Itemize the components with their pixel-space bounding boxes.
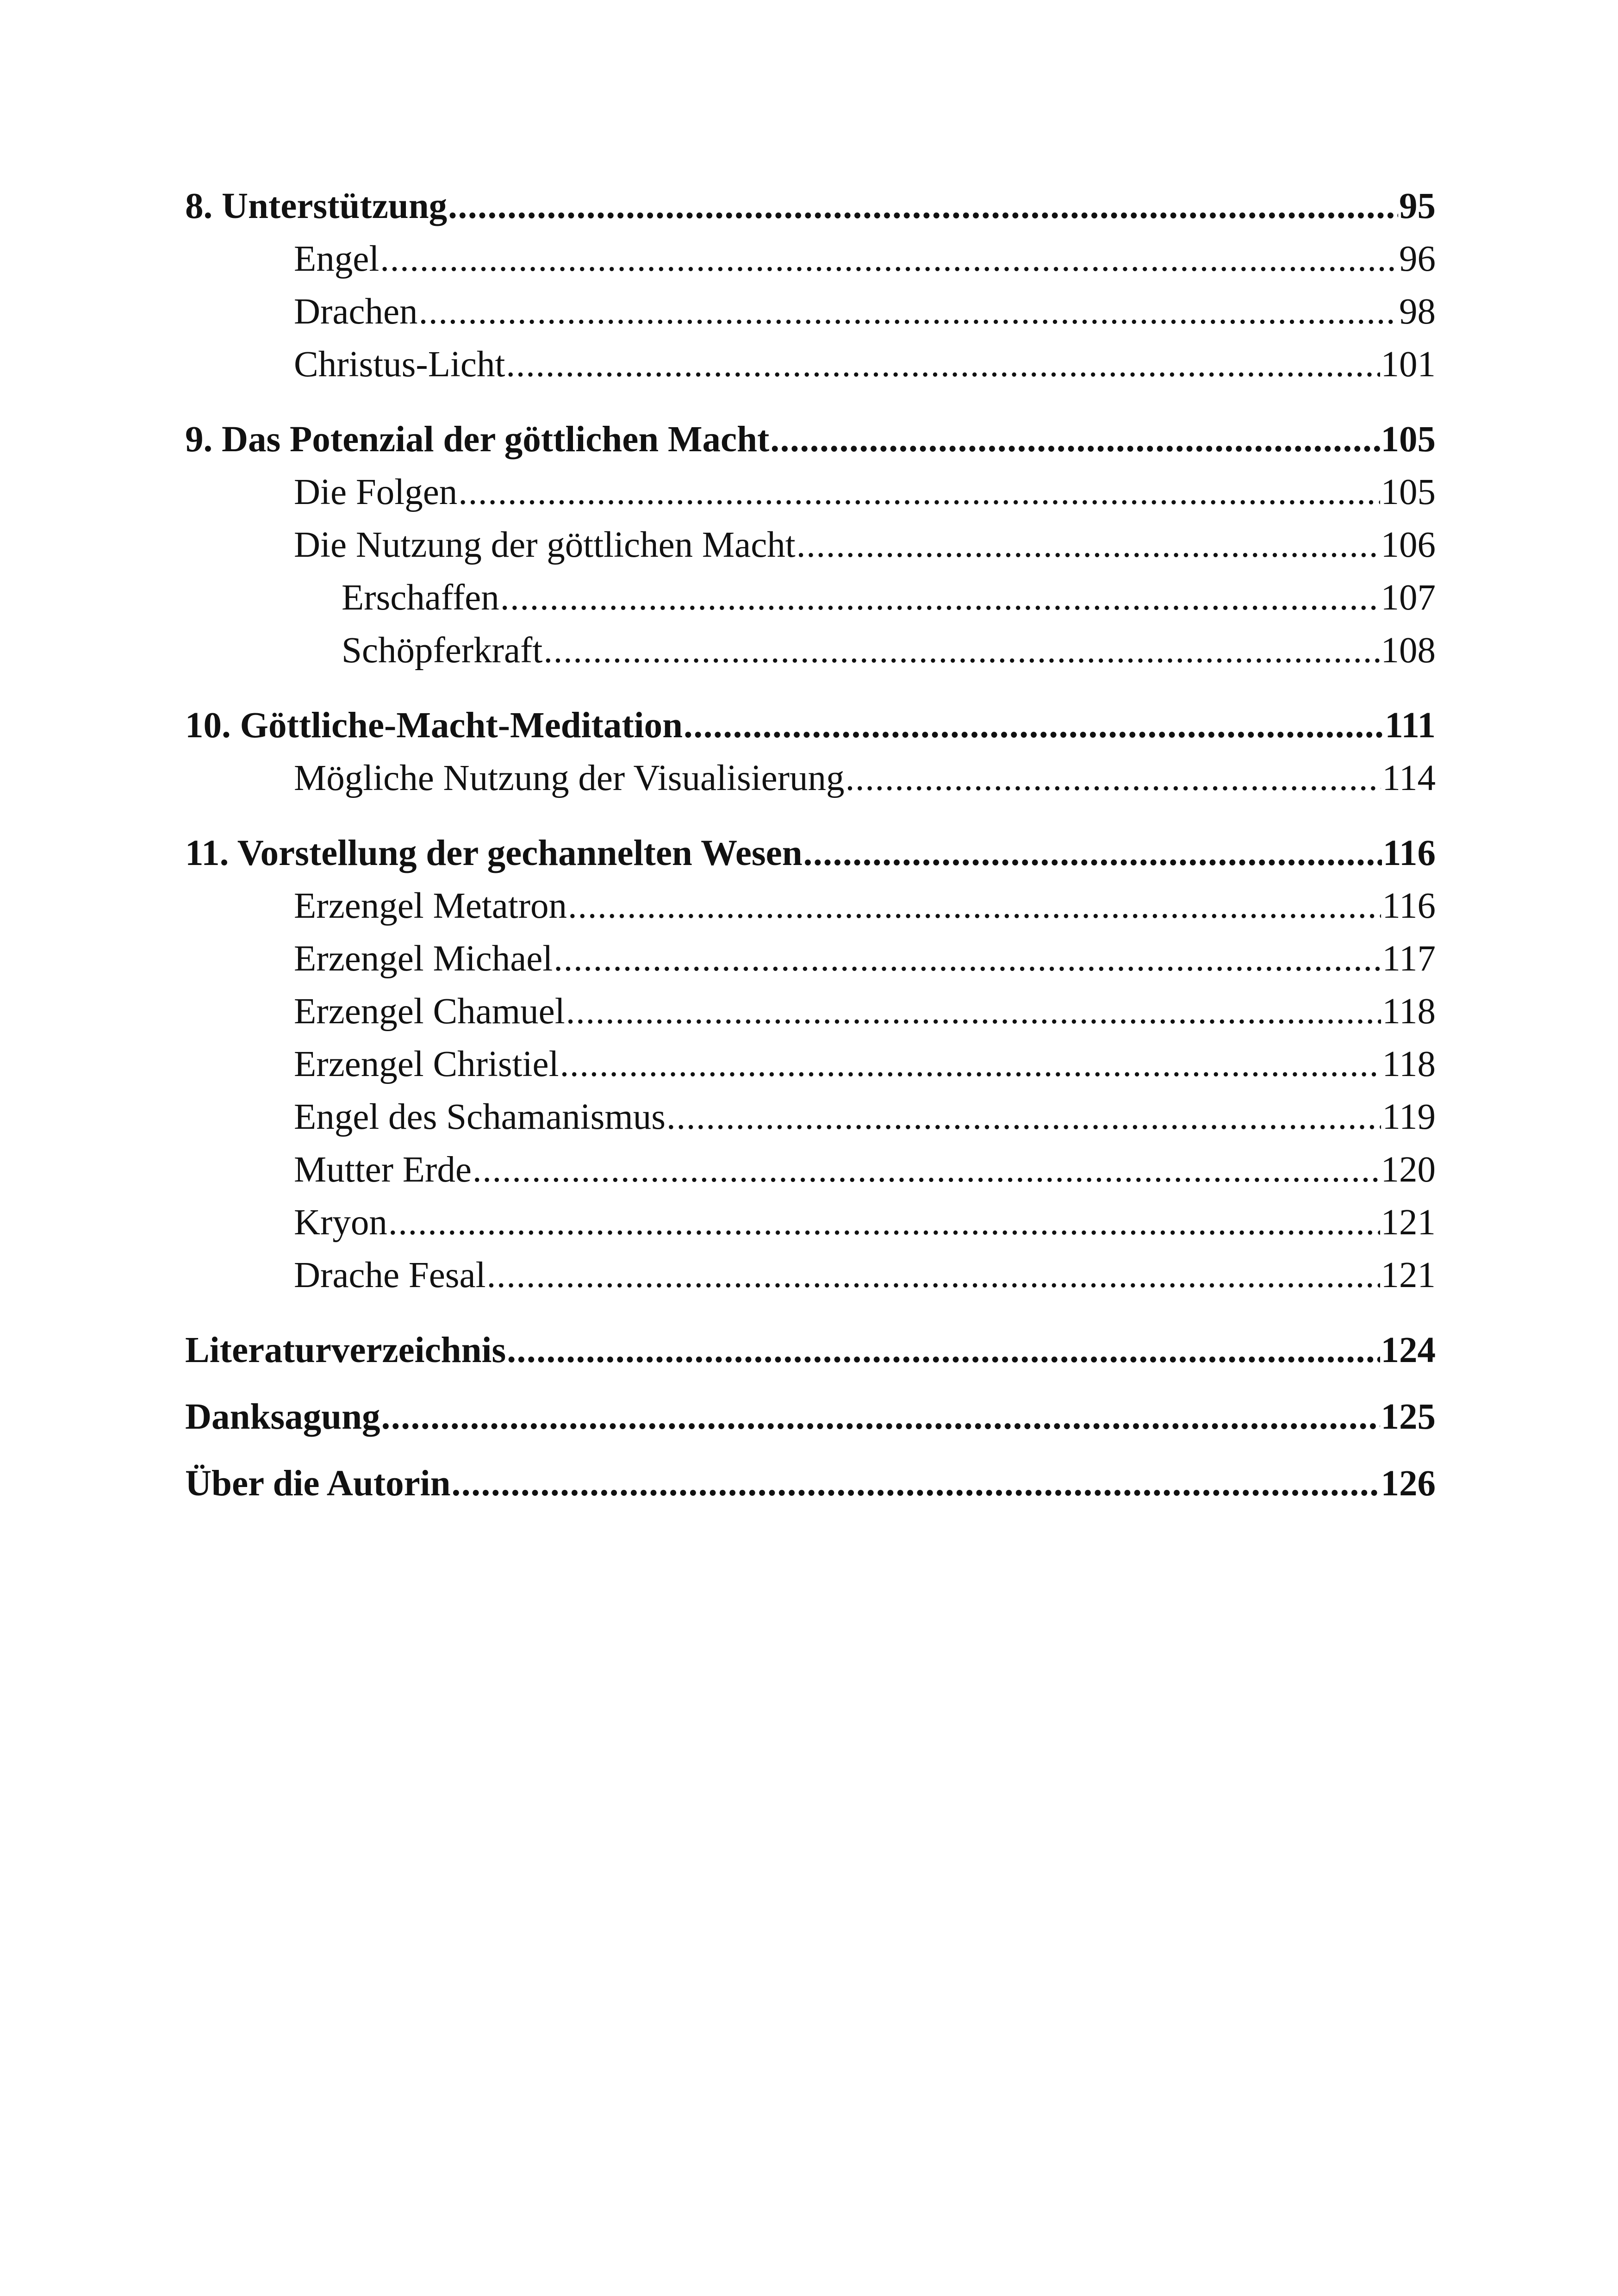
toc-entry-label: Christus-Licht — [294, 344, 505, 385]
dot-leader — [560, 1046, 1382, 1083]
toc-entry-label: Erzengel Chamuel — [294, 991, 565, 1032]
toc-entry-label: Drache Fesal — [294, 1255, 486, 1295]
dot-leader — [487, 1257, 1380, 1294]
toc-entry-page: 105 — [1381, 472, 1436, 512]
toc-entry-label: Engel des Schamanismus — [294, 1096, 666, 1137]
toc-entry-label: Erzengel Metatron — [294, 885, 567, 926]
toc-entry[interactable] — [185, 571, 1436, 624]
toc-entry-page: 118 — [1382, 1044, 1436, 1084]
dot-leader — [797, 527, 1380, 563]
toc-entry-page: 114 — [1382, 758, 1436, 798]
toc-entry-label: Die Nutzung der göttlichen Macht — [294, 524, 796, 565]
toc-entry-page: 96 — [1399, 238, 1436, 279]
toc-entry-label: 10. Göttliche-Macht-Meditation — [185, 705, 683, 746]
toc-entry-page: 119 — [1382, 1096, 1436, 1137]
table-of-contents — [185, 180, 1436, 1510]
dot-leader — [388, 1204, 1380, 1241]
toc-entry-page: 116 — [1382, 885, 1436, 926]
dot-leader — [770, 421, 1380, 458]
dot-leader — [666, 1099, 1381, 1135]
toc-entry-page: 125 — [1381, 1396, 1436, 1437]
toc-entry-label: Literaturverzeichnis — [185, 1330, 506, 1370]
toc-entry-bibliography[interactable] — [185, 1324, 1436, 1376]
toc-entry[interactable] — [185, 932, 1436, 985]
toc-entry[interactable] — [185, 1249, 1436, 1301]
toc-entry-label: Die Folgen — [294, 472, 458, 512]
toc-entry-chapter-11[interactable] — [185, 827, 1436, 879]
toc-entry-page: 107 — [1381, 577, 1436, 618]
toc-entry-page: 121 — [1381, 1202, 1436, 1243]
dot-leader — [684, 707, 1384, 744]
toc-entry[interactable] — [185, 1196, 1436, 1249]
toc-entry-label: Erzengel Christiel — [294, 1044, 559, 1084]
dot-leader — [846, 760, 1382, 796]
dot-leader — [803, 835, 1382, 871]
dot-leader — [458, 474, 1380, 510]
toc-entry-acknowledgements[interactable] — [185, 1390, 1436, 1443]
toc-entry[interactable] — [185, 466, 1436, 518]
toc-entry[interactable] — [185, 1143, 1436, 1196]
toc-entry-chapter-9[interactable] — [185, 413, 1436, 466]
toc-entry[interactable] — [185, 752, 1436, 804]
toc-entry-page: 118 — [1382, 991, 1436, 1032]
toc-entry-label: Danksagung — [185, 1396, 380, 1437]
toc-entry-label: Engel — [294, 238, 380, 279]
toc-entry-label: Schöpferkraft — [342, 630, 543, 671]
toc-entry-label: Mutter Erde — [294, 1149, 472, 1190]
toc-entry-page: 95 — [1399, 186, 1436, 226]
dot-leader — [380, 241, 1398, 277]
toc-entry-page: 121 — [1381, 1255, 1436, 1295]
toc-entry-label: 8. Unterstützung — [185, 186, 448, 226]
dot-leader — [506, 346, 1380, 383]
toc-entry-chapter-10[interactable] — [185, 699, 1436, 752]
dot-leader — [568, 888, 1381, 924]
toc-entry[interactable] — [185, 624, 1436, 677]
toc-entry-label: Erschaffen — [342, 577, 499, 618]
toc-entry-page: 126 — [1381, 1463, 1436, 1504]
toc-entry-label: Mögliche Nutzung der Visualisierung — [294, 758, 845, 798]
toc-entry-page: 116 — [1382, 833, 1436, 873]
toc-entry-label: Kryon — [294, 1202, 387, 1243]
toc-entry-label: 9. Das Potenzial der göttlichen Macht — [185, 419, 770, 460]
toc-entry[interactable] — [185, 232, 1436, 285]
toc-entry-chapter-8[interactable] — [185, 180, 1436, 232]
toc-entry-about-author[interactable] — [185, 1457, 1436, 1510]
dot-leader — [500, 579, 1380, 616]
dot-leader — [473, 1151, 1380, 1188]
toc-entry-page: 105 — [1381, 419, 1436, 460]
toc-entry-page: 117 — [1382, 938, 1436, 979]
toc-entry-page: 124 — [1381, 1330, 1436, 1370]
dot-leader — [566, 993, 1382, 1030]
toc-entry-page: 106 — [1381, 524, 1436, 565]
toc-entry-label: 11. Vorstellung der gechannelten Wesen — [185, 833, 803, 873]
toc-entry[interactable] — [185, 518, 1436, 571]
toc-entry[interactable] — [185, 879, 1436, 932]
toc-entry[interactable] — [185, 285, 1436, 338]
toc-entry[interactable] — [185, 1090, 1436, 1143]
toc-entry[interactable] — [185, 985, 1436, 1038]
toc-entry[interactable] — [185, 338, 1436, 391]
toc-entry-label: Drachen — [294, 291, 418, 332]
dot-leader — [543, 632, 1380, 669]
dot-leader — [507, 1332, 1380, 1369]
dot-leader — [452, 1465, 1380, 1502]
toc-entry-page: 120 — [1381, 1149, 1436, 1190]
toc-entry[interactable] — [185, 1038, 1436, 1090]
toc-entry-label: Über die Autorin — [185, 1463, 451, 1504]
toc-entry-page: 108 — [1381, 630, 1436, 671]
toc-entry-page: 111 — [1385, 705, 1436, 746]
dot-leader — [381, 1399, 1380, 1435]
toc-entry-page: 98 — [1399, 291, 1436, 332]
toc-entry-label: Erzengel Michael — [294, 938, 553, 979]
dot-leader — [419, 293, 1398, 330]
toc-entry-page: 101 — [1381, 344, 1436, 385]
dot-leader — [448, 188, 1398, 224]
dot-leader — [554, 940, 1381, 977]
